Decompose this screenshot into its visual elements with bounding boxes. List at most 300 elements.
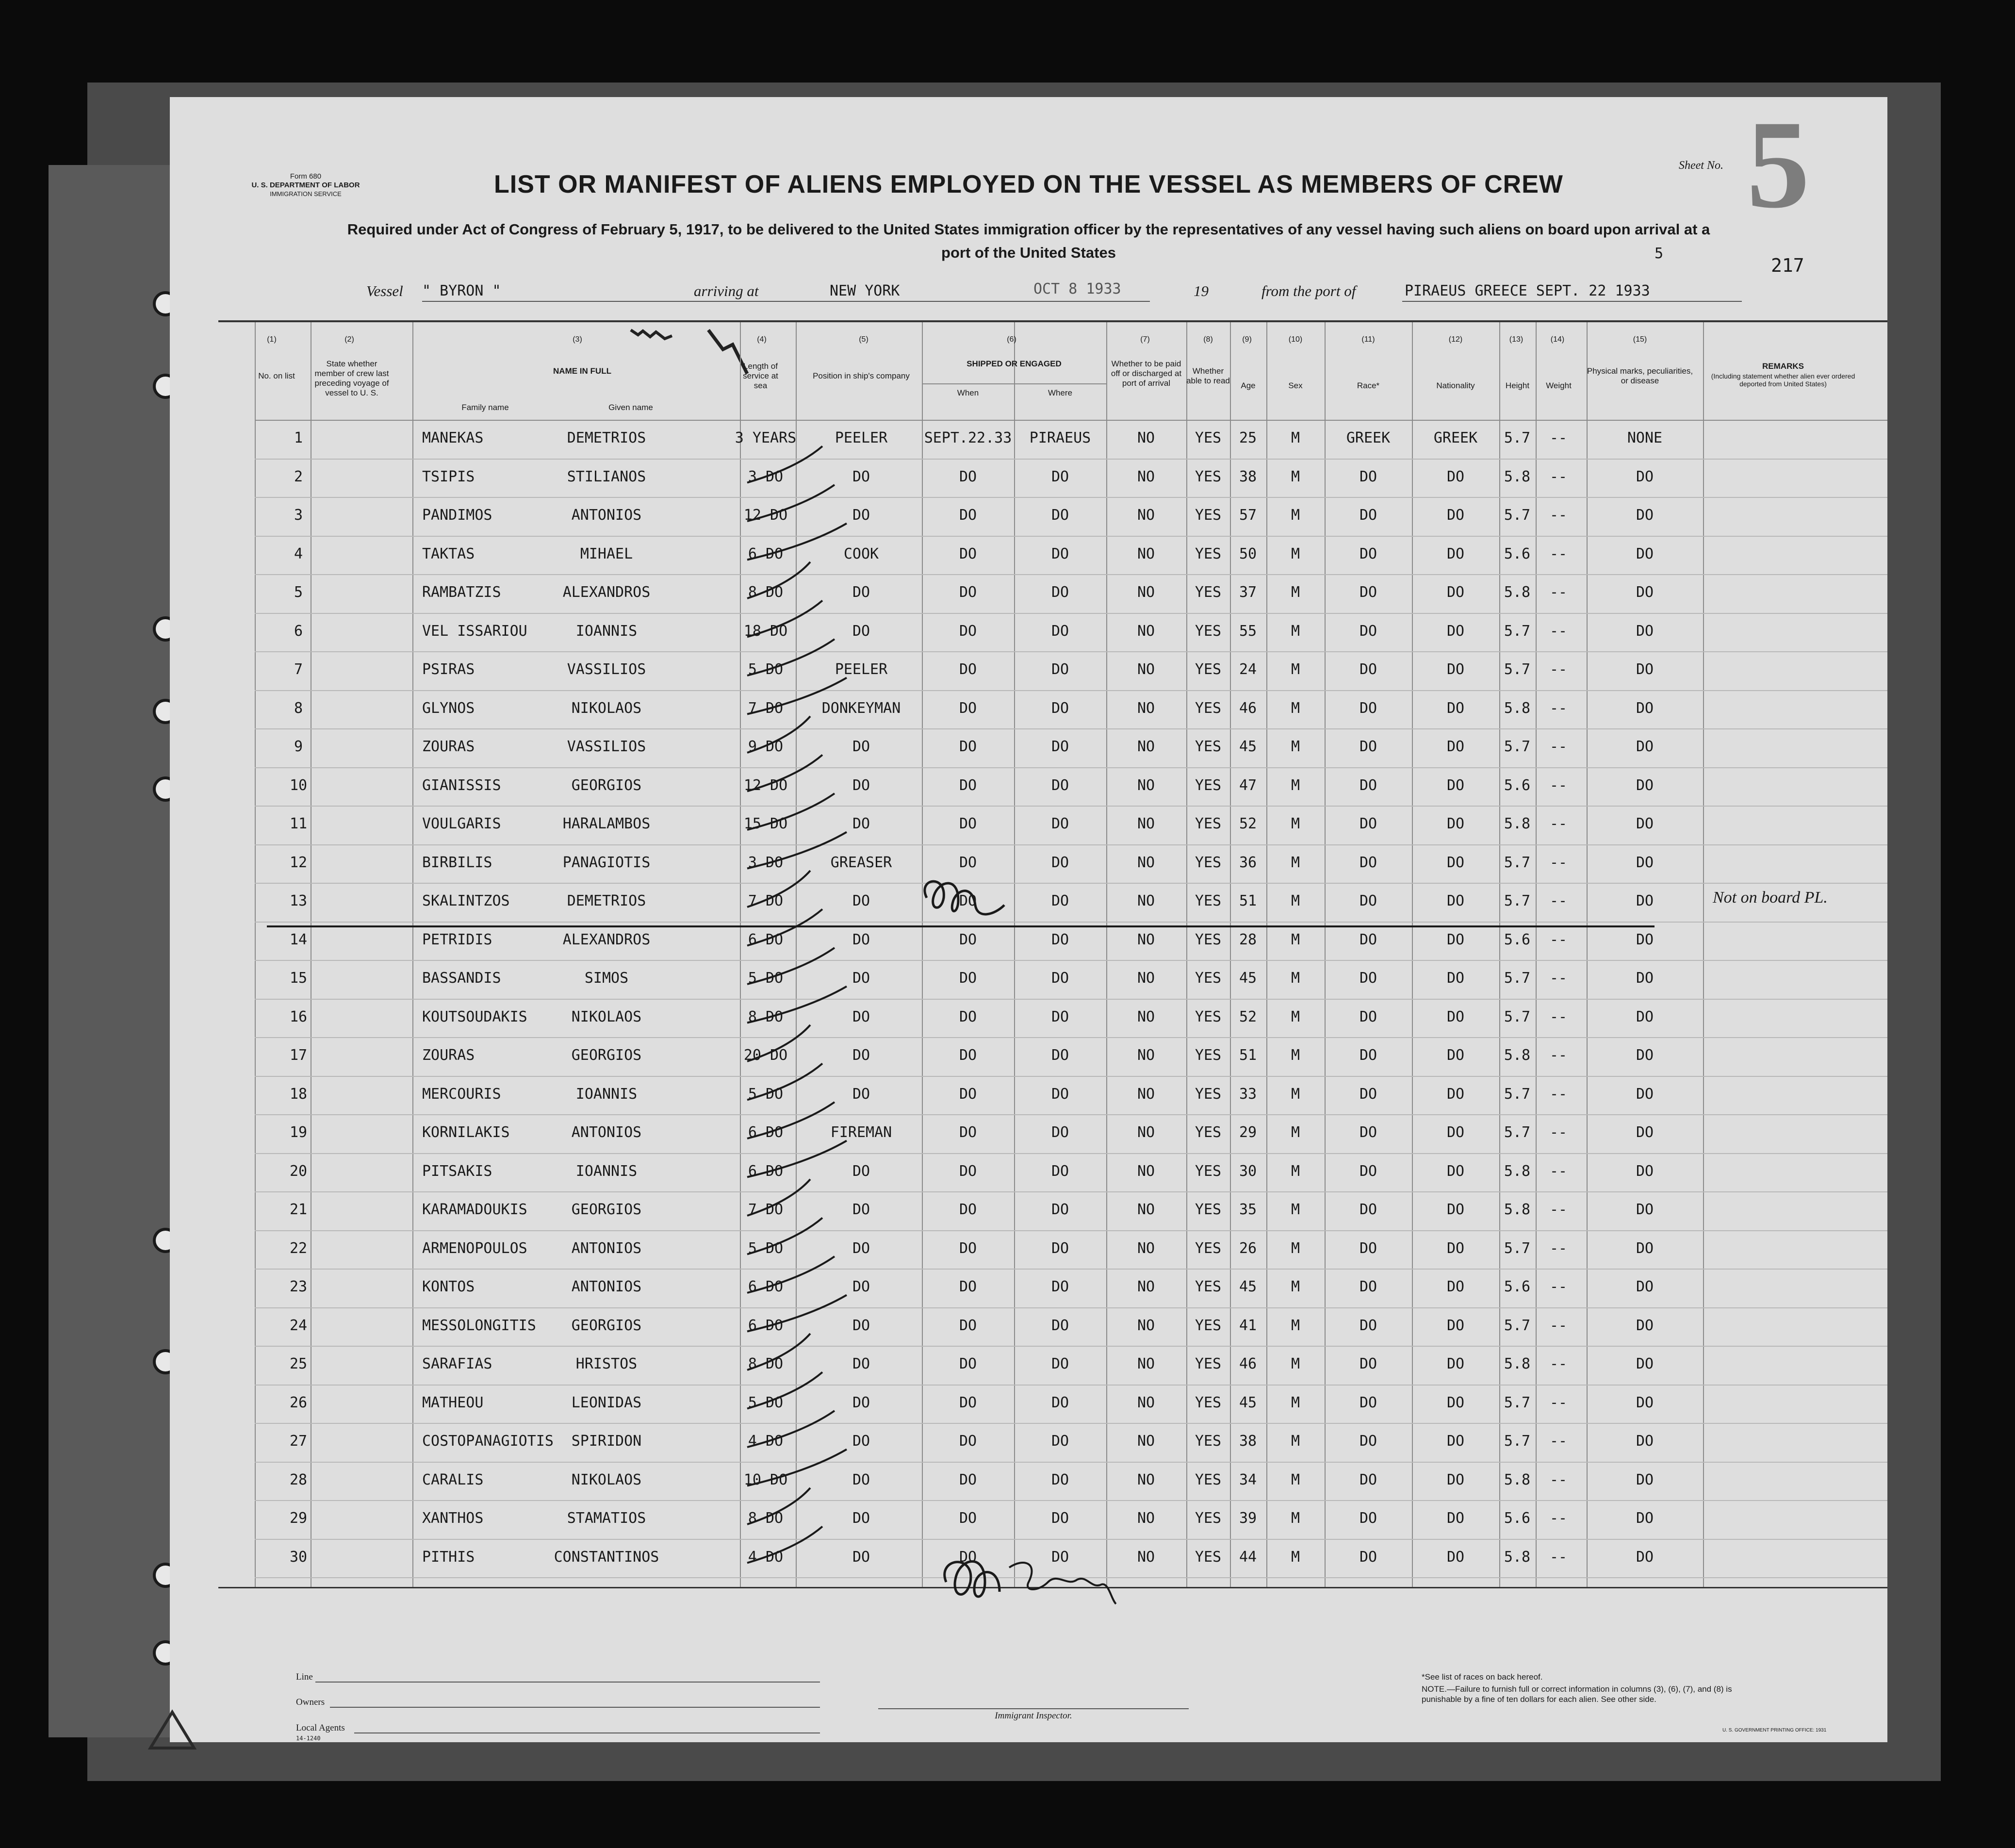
cell-race: DO: [1359, 661, 1377, 678]
cell-weight: --: [1549, 1548, 1568, 1566]
cell-when: DO: [959, 1239, 977, 1257]
row-rule: [255, 883, 1887, 884]
cell-family: MATHEOU: [422, 1394, 484, 1411]
cell-no: 10: [289, 776, 308, 794]
cell-read: YES: [1195, 429, 1222, 446]
cell-position: DO: [852, 468, 870, 485]
cell-given: IOANNIS: [575, 1085, 638, 1103]
cell-no: 14: [289, 931, 308, 948]
page-title: LIST OR MANIFEST OF ALIENS EMPLOYED ON THE VESSEL AS MEMBERS OF CREW: [494, 170, 1563, 198]
header-scribble: [626, 315, 752, 374]
form-department: U. S. DEPARTMENT OF LABOR: [251, 181, 360, 189]
tally-stroke: [747, 601, 822, 637]
cell-marks: DO: [1636, 1433, 1654, 1450]
col15-header: Physical marks, peculiarities, or disease: [1587, 366, 1693, 385]
table-top-rule: [218, 320, 1887, 322]
col4-number: (4): [757, 335, 767, 344]
row-rule: [255, 999, 1887, 1000]
cell-family: MANEKAS: [422, 429, 484, 446]
cell-given: ALEXANDROS: [562, 931, 651, 948]
cell-when: DO: [959, 545, 977, 562]
cell-nat: DO: [1446, 892, 1465, 909]
cell-no: 28: [289, 1471, 308, 1488]
cell-weight: --: [1549, 1317, 1568, 1334]
cell-position: DO: [852, 507, 870, 524]
cell-service: 15 DO: [743, 815, 788, 832]
cell-weight: --: [1549, 1278, 1568, 1295]
cell-paid: NO: [1137, 1047, 1155, 1064]
cell-nat: DO: [1446, 1548, 1465, 1566]
cell-read: YES: [1195, 1085, 1222, 1103]
cell-height: 5.7: [1504, 1394, 1531, 1411]
row-rule: [255, 1385, 1887, 1386]
cell-paid: NO: [1137, 429, 1155, 446]
cell-height: 5.7: [1504, 854, 1531, 871]
cell-where: DO: [1051, 1239, 1069, 1257]
tally-stroke: [747, 832, 847, 869]
cell-read: YES: [1195, 1008, 1222, 1025]
cell-race: DO: [1359, 1355, 1377, 1372]
cell-sex: M: [1291, 1085, 1300, 1103]
cell-nat: DO: [1446, 815, 1465, 832]
cell-race: DO: [1359, 1548, 1377, 1566]
tally-stroke: [747, 1179, 810, 1216]
cell-read: YES: [1195, 970, 1222, 987]
cell-sex: M: [1291, 854, 1300, 871]
cell-no: 6: [294, 622, 303, 640]
cell-service: 8 DO: [748, 1510, 784, 1527]
cell-read: YES: [1195, 584, 1222, 601]
col11-header: Race*: [1357, 381, 1380, 390]
cell-read: YES: [1195, 661, 1222, 678]
inspector-label: Immigrant Inspector.: [995, 1711, 1072, 1721]
cell-age: 25: [1239, 429, 1257, 446]
cell-position: DONKEYMAN: [821, 699, 901, 717]
cell-when: SEPT.22.33: [924, 429, 1012, 446]
subtitle-line-1: Required under Act of Congress of February 5, 1917, to be delivered to the United States immigration officer by the representatives of any vessel having such aliens on board upon arrival at a: [347, 221, 1710, 238]
cell-given: PANAGIOTIS: [562, 854, 651, 871]
cell-family: COSTOPANAGIOTIS: [422, 1433, 554, 1450]
cell-service: 10 DO: [743, 1471, 788, 1488]
cell-nat: DO: [1446, 1162, 1465, 1180]
row-rule: [255, 1539, 1887, 1540]
cell-given: VASSILIOS: [567, 661, 646, 678]
cell-read: YES: [1195, 1124, 1222, 1141]
cell-when: DO: [959, 1355, 977, 1372]
cell-no: 12: [289, 854, 308, 871]
col14-header: Weight: [1546, 381, 1572, 390]
cell-read: YES: [1195, 1548, 1222, 1566]
col1-header: No. on list: [258, 371, 295, 380]
cell-given: GEORGIOS: [571, 1201, 642, 1218]
cell-family: VOULGARIS: [422, 815, 501, 832]
column-rule: [1703, 320, 1704, 1587]
cell-sex: M: [1291, 507, 1300, 524]
row-rule: [255, 1462, 1887, 1463]
cell-no: 3: [294, 507, 303, 524]
cell-weight: --: [1549, 738, 1568, 755]
cell-when: DO: [959, 892, 977, 909]
cell-where: DO: [1051, 661, 1069, 678]
row-rule: [255, 1076, 1887, 1077]
cell-height: 5.8: [1504, 1471, 1531, 1488]
cell-marks: DO: [1636, 1510, 1654, 1527]
cell-service: 4 DO: [748, 1433, 784, 1450]
row-rule: [255, 459, 1887, 460]
cell-nat: DO: [1446, 1008, 1465, 1025]
cell-read: YES: [1195, 892, 1222, 909]
cell-weight: --: [1549, 1510, 1568, 1527]
cell-service: 7 DO: [748, 699, 784, 717]
cell-age: 34: [1239, 1471, 1257, 1488]
row-rule: [255, 1346, 1887, 1347]
row-rule: [255, 767, 1887, 768]
cell-weight: --: [1549, 1008, 1568, 1025]
cell-where: DO: [1051, 584, 1069, 601]
cell-where: DO: [1051, 1471, 1069, 1488]
cell-weight: --: [1549, 507, 1568, 524]
cell-service: 7 DO: [748, 892, 784, 909]
cell-where: DO: [1051, 1047, 1069, 1064]
cell-given: MIHAEL: [580, 545, 633, 562]
cell-sex: M: [1291, 1162, 1300, 1180]
column-rule: [1186, 320, 1187, 1587]
row-rule: [255, 651, 1887, 652]
cell-position: PEELER: [835, 429, 888, 446]
cell-no: 30: [289, 1548, 308, 1566]
row-rule: [255, 1191, 1887, 1192]
tally-stroke: [747, 562, 810, 598]
cell-age: 26: [1239, 1239, 1257, 1257]
cell-nat: DO: [1446, 854, 1465, 871]
row-rule: [255, 922, 1887, 923]
cell-where: DO: [1051, 1433, 1069, 1450]
cell-paid: NO: [1137, 661, 1155, 678]
cell-marks: DO: [1636, 1008, 1654, 1025]
cell-no: 23: [289, 1278, 308, 1295]
cell-no: 1: [294, 429, 303, 446]
cell-where: DO: [1051, 892, 1069, 909]
cell-marks: NONE: [1627, 429, 1663, 446]
column-rule: [1587, 320, 1588, 1587]
cell-position: DO: [852, 1085, 870, 1103]
cell-no: 25: [289, 1355, 308, 1372]
cell-service: 12 DO: [743, 507, 788, 524]
cell-when: DO: [959, 815, 977, 832]
cell-race: DO: [1359, 1510, 1377, 1527]
cell-when: DO: [959, 1008, 977, 1025]
cell-paid: NO: [1137, 507, 1155, 524]
cell-when: DO: [959, 1124, 977, 1141]
cell-family: TAKTAS: [422, 545, 475, 562]
cell-weight: --: [1549, 661, 1568, 678]
cell-age: 38: [1239, 1433, 1257, 1450]
cell-height: 5.8: [1504, 1355, 1531, 1372]
cell-family: XANTHOS: [422, 1510, 484, 1527]
tally-stroke: [747, 1411, 835, 1447]
cell-service: 6 DO: [748, 1278, 784, 1295]
footer-owners-label: Owners: [296, 1697, 325, 1707]
col9-number: (9): [1242, 335, 1252, 344]
cell-read: YES: [1195, 468, 1222, 485]
cell-read: YES: [1195, 545, 1222, 562]
cell-marks: DO: [1636, 507, 1654, 524]
cell-paid: NO: [1137, 1355, 1155, 1372]
cell-weight: --: [1549, 1239, 1568, 1257]
col3-header: NAME IN FULL: [553, 366, 611, 376]
cell-family: PETRIDIS: [422, 931, 492, 948]
cell-age: 29: [1239, 1124, 1257, 1141]
cell-position: DO: [852, 1471, 870, 1488]
cell-read: YES: [1195, 931, 1222, 948]
cell-paid: NO: [1137, 854, 1155, 871]
cell-weight: --: [1549, 776, 1568, 794]
cell-service: 20 DO: [743, 1047, 788, 1064]
cell-sex: M: [1291, 661, 1300, 678]
cell-height: 5.7: [1504, 1433, 1531, 1450]
cell-marks: DO: [1636, 1471, 1654, 1488]
cell-service: 6 DO: [748, 931, 784, 948]
cell-height: 5.7: [1504, 661, 1531, 678]
footer-agents-label: Local Agents: [296, 1723, 345, 1733]
row13-strikethrough: [267, 925, 1655, 927]
cell-sex: M: [1291, 1201, 1300, 1218]
cell-read: YES: [1195, 1355, 1222, 1372]
col13-header: Height: [1505, 381, 1530, 390]
cell-sex: M: [1291, 622, 1300, 640]
cell-given: ANTONIOS: [571, 1239, 642, 1257]
cell-given: CONSTANTINOS: [554, 1548, 659, 1566]
cell-nat: DO: [1446, 1394, 1465, 1411]
cell-when: DO: [959, 931, 977, 948]
cell-service: 12 DO: [743, 776, 788, 794]
cell-where: DO: [1051, 1085, 1069, 1103]
cell-age: 57: [1239, 507, 1257, 524]
cell-race: DO: [1359, 1317, 1377, 1334]
cell-race: DO: [1359, 892, 1377, 909]
cell-where: DO: [1051, 545, 1069, 562]
cell-age: 55: [1239, 622, 1257, 640]
printer-imprint: U. S. GOVERNMENT PRINTING OFFICE: 1931: [1722, 1728, 1827, 1733]
cell-position: DO: [852, 1510, 870, 1527]
cell-read: YES: [1195, 815, 1222, 832]
cell-where: DO: [1051, 699, 1069, 717]
arriving-label: arriving at: [694, 282, 759, 299]
cell-service: 6 DO: [748, 1124, 784, 1141]
col11-number: (11): [1361, 335, 1375, 344]
cell-marks: DO: [1636, 738, 1654, 755]
column-rule: [1014, 320, 1015, 1587]
cell-marks: DO: [1636, 699, 1654, 717]
cell-read: YES: [1195, 854, 1222, 871]
cell-service: 5 DO: [748, 970, 784, 987]
cell-when: DO: [959, 622, 977, 640]
cell-race: DO: [1359, 545, 1377, 562]
cell-no: 8: [294, 699, 303, 717]
row-rule: [255, 1423, 1887, 1424]
row-rule: [255, 844, 1887, 845]
cell-given: ANTONIOS: [571, 507, 642, 524]
cell-no: 21: [289, 1201, 308, 1218]
cell-sex: M: [1291, 1355, 1300, 1372]
cell-marks: DO: [1636, 1085, 1654, 1103]
cell-given: HARALAMBOS: [562, 815, 651, 832]
cell-family: VEL ISSARIOU: [422, 622, 527, 640]
inspector-rule: [878, 1708, 1189, 1709]
cell-race: DO: [1359, 854, 1377, 871]
cell-marks: DO: [1636, 622, 1654, 640]
cell-paid: NO: [1137, 776, 1155, 794]
cell-weight: --: [1549, 699, 1568, 717]
cell-service: 18 DO: [743, 622, 788, 640]
cell-paid: NO: [1137, 1162, 1155, 1180]
cell-family: PSIRAS: [422, 661, 475, 678]
cell-no: 29: [289, 1510, 308, 1527]
cell-race: DO: [1359, 1201, 1377, 1218]
cell-paid: NO: [1137, 1548, 1155, 1566]
col7-number: (7): [1140, 335, 1150, 344]
cell-family: RAMBATZIS: [422, 584, 501, 601]
cell-sex: M: [1291, 1548, 1300, 1566]
cell-height: 5.7: [1504, 429, 1531, 446]
cell-age: 28: [1239, 931, 1257, 948]
row-rule: [255, 960, 1887, 961]
cell-nat: DO: [1446, 1355, 1465, 1372]
cell-family: PITSAKIS: [422, 1162, 492, 1180]
col9-header: Age: [1241, 381, 1256, 390]
cell-given: VASSILIOS: [567, 738, 646, 755]
row-rule: [255, 613, 1887, 614]
cell-sex: M: [1291, 1510, 1300, 1527]
cell-height: 5.6: [1504, 776, 1531, 794]
cell-family: CARALIS: [422, 1471, 484, 1488]
cell-where: DO: [1051, 622, 1069, 640]
cell-when: DO: [959, 1433, 977, 1450]
column-rule: [1499, 320, 1500, 1587]
cell-service: 8 DO: [748, 1008, 784, 1025]
triangle-icon: [146, 1708, 199, 1752]
cell-family: BASSANDIS: [422, 970, 501, 987]
cell-read: YES: [1195, 1471, 1222, 1488]
cell-no: 7: [294, 661, 303, 678]
cell-position: DO: [852, 738, 870, 755]
cell-remark: Not on board PL.: [1713, 889, 1828, 907]
cell-given: GEORGIOS: [571, 1047, 642, 1064]
cell-given: NIKOLAOS: [571, 699, 642, 717]
col12-header: Nationality: [1436, 381, 1475, 390]
cell-where: DO: [1051, 776, 1069, 794]
cell-race: DO: [1359, 970, 1377, 987]
cell-nat: DO: [1446, 970, 1465, 987]
year-prefix: 19: [1194, 282, 1209, 299]
cell-no: 18: [289, 1085, 308, 1103]
cell-age: 30: [1239, 1162, 1257, 1180]
cell-height: 5.6: [1504, 1510, 1531, 1527]
tally-stroke: [747, 1334, 810, 1370]
from-port: PIRAEUS GREECE SEPT. 22 1933: [1405, 282, 1650, 299]
col10-number: (10): [1288, 335, 1303, 344]
cell-height: 5.7: [1504, 970, 1531, 987]
cell-weight: --: [1549, 892, 1568, 909]
cell-marks: DO: [1636, 1394, 1654, 1411]
tally-stroke: [747, 1218, 822, 1254]
cell-race: DO: [1359, 699, 1377, 717]
cell-service: 6 DO: [748, 1317, 784, 1334]
row-rule: [255, 1500, 1887, 1501]
cell-paid: NO: [1137, 1433, 1155, 1450]
cell-family: GIANISSIS: [422, 776, 501, 794]
cell-position: DO: [852, 892, 870, 909]
column-rule: [1230, 320, 1231, 1587]
cell-nat: DO: [1446, 507, 1465, 524]
cell-family: PITHIS: [422, 1548, 475, 1566]
cell-race: DO: [1359, 931, 1377, 948]
cell-race: DO: [1359, 584, 1377, 601]
cell-given: SPIRIDON: [571, 1433, 642, 1450]
column-rule: [255, 320, 256, 1587]
cell-service: 5 DO: [748, 1085, 784, 1103]
cell-position: DO: [852, 1317, 870, 1334]
cell-service: 3 DO: [748, 468, 784, 485]
cell-read: YES: [1195, 1162, 1222, 1180]
cell-family: KOUTSOUDAKIS: [422, 1008, 527, 1025]
col3-number: (3): [573, 335, 582, 344]
cell-family: ZOURAS: [422, 738, 475, 755]
footer-owners-rule: [330, 1707, 820, 1708]
cell-sex: M: [1291, 545, 1300, 562]
races-note: *See list of races on back hereof.: [1422, 1672, 1543, 1682]
remarks-subheader: (Including statement whether alien ever ordered deported from United States): [1711, 372, 1855, 388]
cell-age: 47: [1239, 776, 1257, 794]
col5-number: (5): [859, 335, 868, 344]
tally-stroke: [747, 1064, 822, 1100]
cell-age: 44: [1239, 1548, 1257, 1566]
cell-family: ARMENOPOULOS: [422, 1239, 527, 1257]
cell-position: DO: [852, 622, 870, 640]
col13-number: (13): [1509, 335, 1524, 344]
cell-given: GEORGIOS: [571, 1317, 642, 1334]
cell-paid: NO: [1137, 468, 1155, 485]
cell-paid: NO: [1137, 584, 1155, 601]
tally-stroke: [747, 1295, 847, 1332]
vessel-label: Vessel: [366, 282, 403, 299]
cell-race: DO: [1359, 507, 1377, 524]
cell-nat: DO: [1446, 1201, 1465, 1218]
cell-weight: --: [1549, 1047, 1568, 1064]
cell-marks: DO: [1636, 661, 1654, 678]
cell-paid: NO: [1137, 1510, 1155, 1527]
cell-nat: DO: [1446, 1239, 1465, 1257]
footer-line-rule: [315, 1682, 820, 1683]
col4-header: Length of service at sea: [743, 362, 778, 390]
col1-number: (1): [267, 335, 277, 344]
cell-weight: --: [1549, 1162, 1568, 1180]
cell-sex: M: [1291, 1047, 1300, 1064]
cell-paid: NO: [1137, 738, 1155, 755]
row-rule: [255, 1307, 1887, 1308]
cell-given: ALEXANDROS: [562, 584, 651, 601]
vessel-name: " BYRON ": [422, 282, 501, 299]
row-rule: [255, 574, 1887, 575]
cell-marks: DO: [1636, 545, 1654, 562]
cell-age: 45: [1239, 970, 1257, 987]
cell-height: 5.7: [1504, 738, 1531, 755]
cell-service: 4 DO: [748, 1548, 784, 1566]
col6-header: SHIPPED OR ENGAGED: [967, 359, 1062, 368]
cell-nat: DO: [1446, 545, 1465, 562]
cell-marks: DO: [1636, 970, 1654, 987]
cell-no: 16: [289, 1008, 308, 1025]
